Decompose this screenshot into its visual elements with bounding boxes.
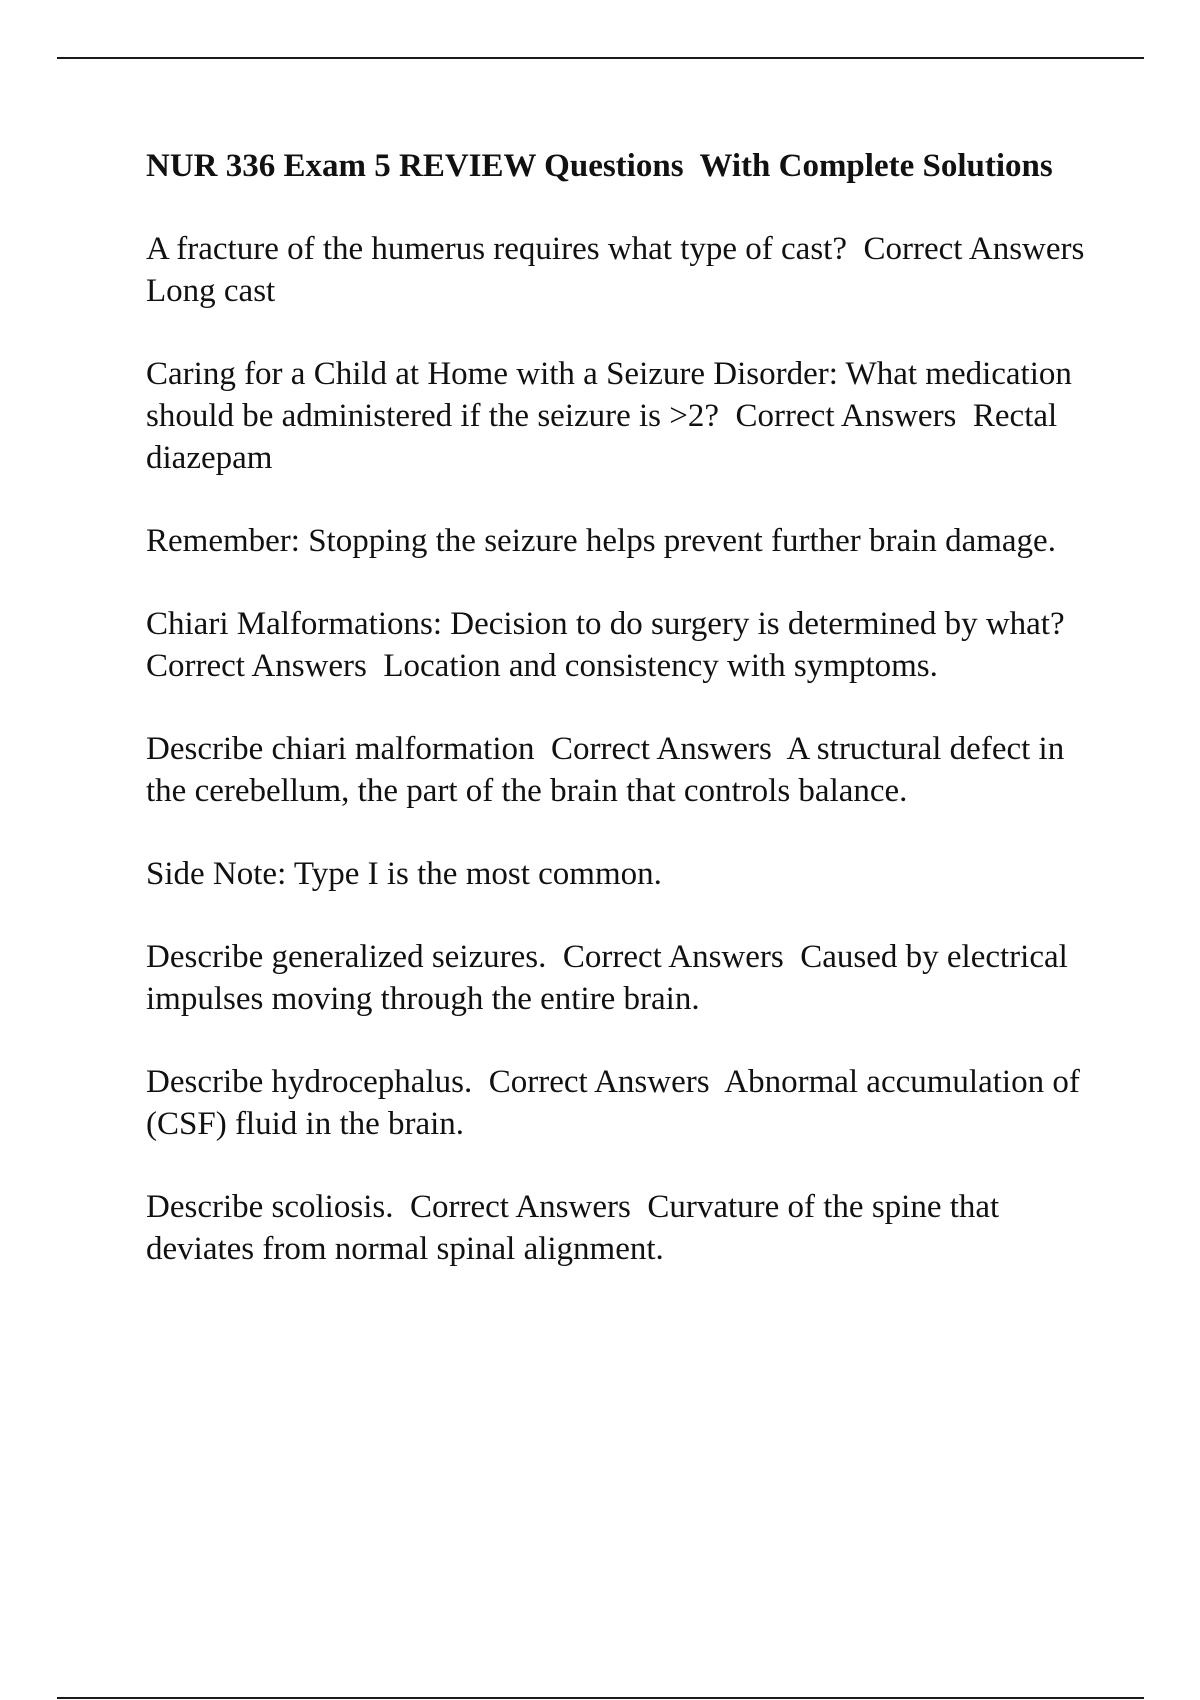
note-paragraph: Side Note: Type I is the most common. xyxy=(146,856,662,892)
qa-paragraph: Describe scoliosis. Correct Answers Curvature of the spine that deviates from normal spinal alignment. xyxy=(146,1189,1008,1267)
footer-divider xyxy=(57,1697,1144,1699)
document-title: NUR 336 Exam 5 REVIEW Questions With Complete Solutions xyxy=(146,148,1053,184)
page-content xyxy=(146,145,1101,1311)
header-divider xyxy=(57,57,1144,59)
qa-paragraph: A fracture of the humerus requires what type of cast? Correct Answers Long cast xyxy=(146,231,1101,309)
note-paragraph: Remember: Stopping the seizure helps prevent further brain damage. xyxy=(146,523,1056,559)
qa-paragraph: Describe generalized seizures. Correct Answers Caused by electrical impulses moving through the entire brain. xyxy=(146,939,1077,1017)
qa-paragraph: Chiari Malformations: Decision to do surgery is determined by what? Correct Answers Location and consistency with symptoms. xyxy=(146,606,1082,684)
qa-paragraph: Describe hydrocephalus. Correct Answers Abnormal accumulation of (CSF) fluid in the brain. xyxy=(146,1064,1089,1142)
qa-paragraph: Describe chiari malformation Correct Answers A structural defect in the cerebellum, the part of the brain that controls balance. xyxy=(146,731,1073,809)
qa-paragraph: Caring for a Child at Home with a Seizure Disorder: What medication should be administered if the seizure is >2? Correct Answers Rectal diazepam xyxy=(146,356,1081,476)
